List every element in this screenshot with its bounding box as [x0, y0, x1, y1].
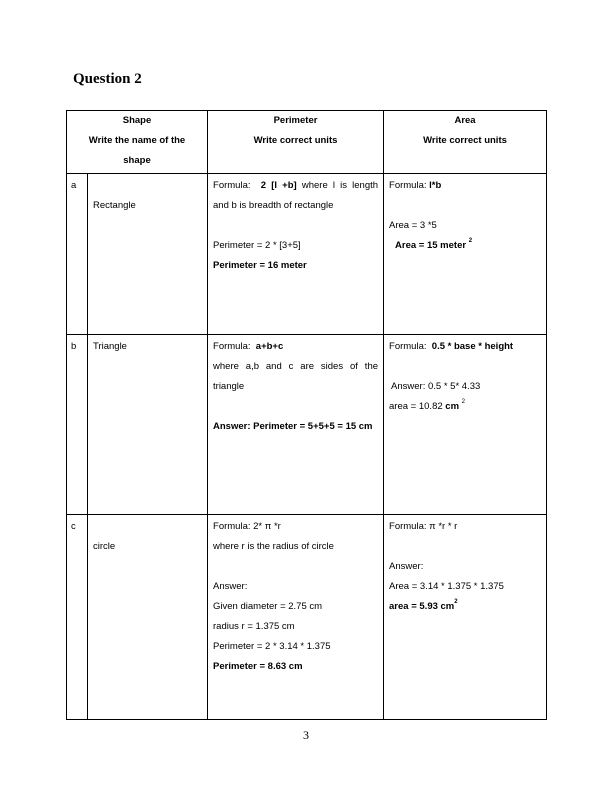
area-cell: Formula: l*b Area = 3 *5 Area = 15 meter $^2$: [384, 174, 547, 335]
area-cell: Formula: π *r * r Answer: Area = 3.14 * 1.375 * 1.375 area = 5.93 $cm^2$: [384, 515, 547, 720]
area-cell: Formula: 0.5 * base * height Answer: 0.5 * 5* 4.33 area = 10.82 cm $^2$: [384, 335, 547, 515]
perimeter-cell: Formula: 2* π *r where r is the radius of circle Answer: Given diameter = 2.75 cm radius r = 1.375 cm Perimeter = 2 * 3.14 * 1.375 Perimeter = 8.63 cm: [208, 515, 384, 720]
area-formula: Formula: l*b: [389, 180, 442, 191]
area-result: Area = 15 meter $^2$: [395, 238, 473, 251]
shape-cell: Rectangle: [88, 174, 208, 335]
header-perimeter: Perimeter Write correct units: [208, 111, 384, 174]
answer-table: [66, 110, 547, 720]
perimeter-formula: Formula: a+b+c: [213, 341, 284, 352]
perimeter-result: Answer: Perimeter = 5+5+5 = 15 cm: [213, 421, 373, 432]
table-row: [67, 335, 547, 515]
shape-cell: Triangle: [88, 335, 208, 515]
row-label: c: [67, 515, 88, 720]
area-formula: Formula: π *r * r: [389, 521, 458, 532]
header-area: Area Write correct units: [384, 111, 547, 174]
perimeter-result: Perimeter = 8.63 cm: [213, 661, 303, 672]
area-result: area = 10.82 cm $^2$: [389, 399, 465, 412]
area-result: area = 5.93 $cm^2$: [389, 599, 458, 612]
header-shape: Shape Write the name of the shape: [67, 111, 208, 174]
shape-cell: circle: [88, 515, 208, 720]
perimeter-formula: Formula: 2 [l +b] where l is length: [213, 180, 379, 191]
question-heading: Question 2: [73, 71, 142, 87]
perimeter-cell: Formula: 2 [l +b] where l is length and b is breadth of rectangle Perimeter = 2 * [3+5] Perimeter = 16 meter: [208, 174, 384, 335]
table-row: [67, 174, 547, 335]
perimeter-formula: Formula: 2* π *r: [213, 521, 281, 532]
row-label: b: [67, 335, 88, 515]
perimeter-cell: Formula: a+b+c where a,b and c are sides of the triangle Answer: Perimeter = 5+5+5 = 15 cm: [208, 335, 384, 515]
page-number: 3: [303, 728, 309, 742]
table-header-row: [67, 111, 547, 174]
table-row: [67, 515, 547, 720]
area-formula: Formula: 0.5 * base * height: [389, 341, 514, 352]
row-label: a: [67, 174, 88, 335]
perimeter-result: Perimeter = 16 meter: [213, 260, 307, 271]
